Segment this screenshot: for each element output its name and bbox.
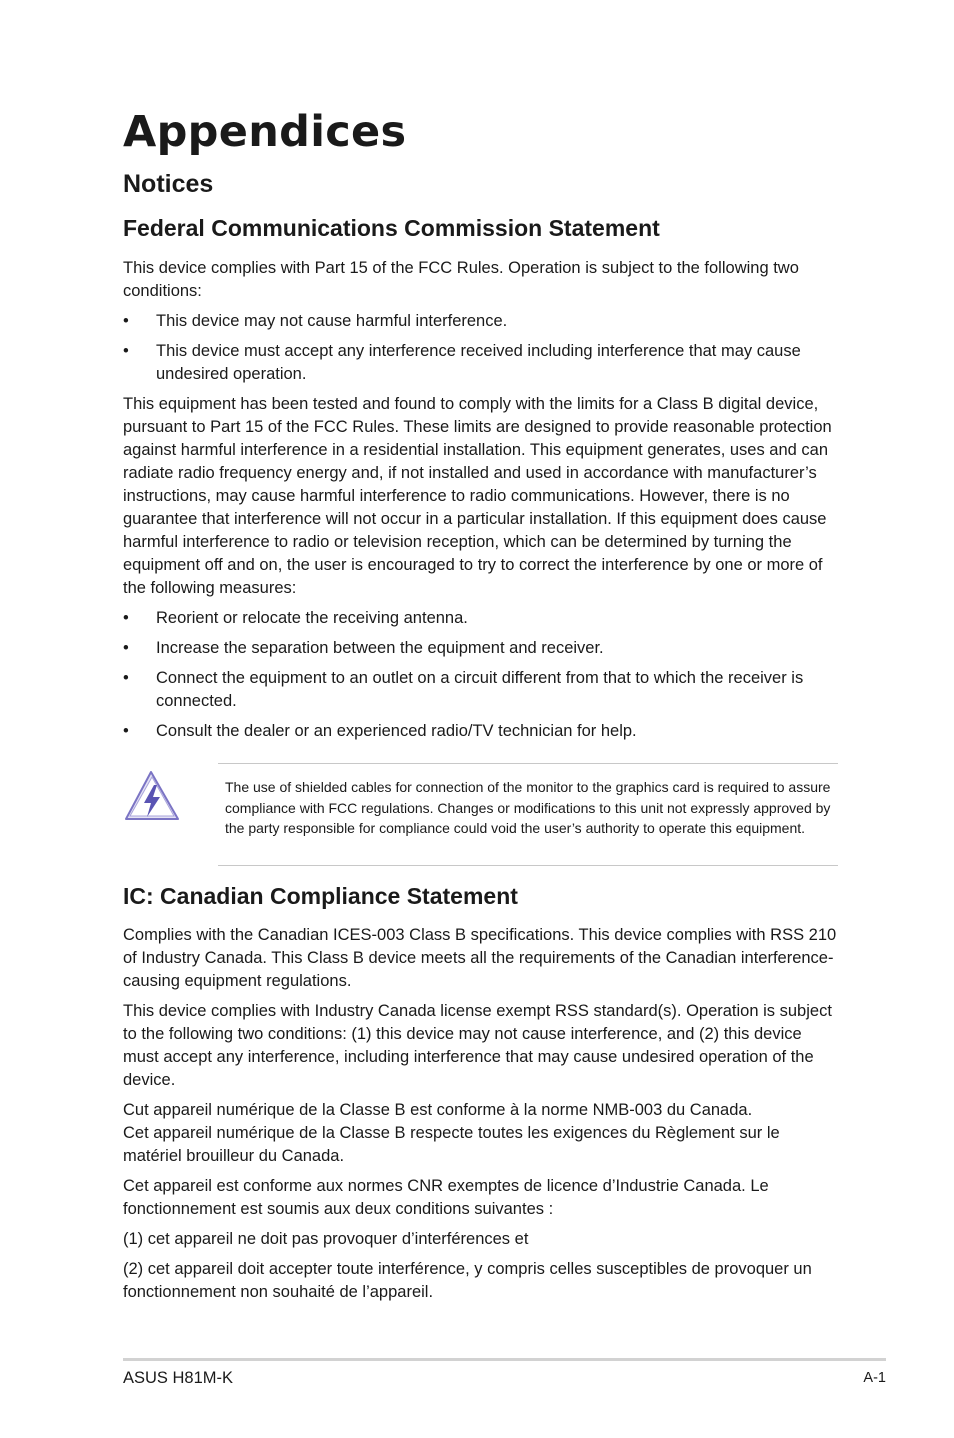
list-item — [123, 637, 838, 660]
bullet: • — [123, 722, 129, 740]
fcc-heading: Federal Communications Commission Statement — [123, 215, 660, 241]
note-text: The use of shielded cables for connection of the monitor to the graphics card is required to assure compliance with FCC regulations. Changes or modifications to this unit not expressly approved by the party responsible for compliance could void the user’s authority to operate this equipment. — [225, 779, 831, 836]
ic-paragraph-3b: Cet appareil numérique de la Classe B respecte toutes les exigences du Règlement sur le matériel brouilleur du Canada. — [123, 1124, 780, 1165]
ic-paragraph-3a: Cut appareil numérique de la Classe B est conforme à la norme NMB-003 du Canada. — [123, 1101, 753, 1119]
list-item — [123, 667, 838, 713]
list-item-text: Increase the separation between the equipment and receiver. — [156, 639, 604, 657]
list-item — [123, 340, 838, 386]
list-item — [123, 310, 838, 333]
warning-triangle-lightning-icon — [123, 768, 181, 826]
note-box — [218, 763, 838, 866]
bullet: • — [123, 639, 129, 657]
ic-paragraph-5: (1) cet appareil ne doit pas provoquer d’interférences et — [123, 1230, 529, 1248]
bullet: • — [123, 312, 129, 330]
ic-paragraph-6: (2) cet appareil doit accepter toute interférence, y compris celles susceptibles de provoquer un fonctionnement non souhaité de l’appareil. — [123, 1260, 812, 1301]
list-item-text: Consult the dealer or an experienced radio/TV technician for help. — [156, 722, 637, 740]
bullet: • — [123, 669, 129, 687]
list-item-text: Reorient or relocate the receiving antenna. — [156, 609, 468, 627]
bullet: • — [123, 609, 129, 627]
list-item — [123, 720, 838, 743]
page-number: A-1 — [863, 1370, 886, 1386]
bullet: • — [123, 342, 129, 360]
ic-heading: IC: Canadian Compliance Statement — [123, 883, 518, 909]
footer-divider — [123, 1358, 886, 1361]
page-title: Appendices — [123, 107, 407, 157]
fcc-intro: This device complies with Part 15 of the FCC Rules. Operation is subject to the following two conditions: — [123, 259, 799, 300]
footer-product: ASUS H81M-K — [123, 1369, 234, 1387]
fcc-paragraph: This equipment has been tested and found to comply with the limits for a Class B digital device, pursuant to Part 15 of the FCC Rules. These limits are designed to provide reasonable protection against harmful interference in a residential installation. This equipment generates, uses and can radiate radio frequency energy and, if not installed and used in accordance with manufacturer’s instructions, may cause harmful interference to radio communications. However, there is no guarantee that interference will not occur in a particular installation. If this equipment does cause harmful interference to radio or television reception, which can be determined by turning the equipment off and on, the user is encouraged to try to correct the interference by one or more of the following measures: — [123, 395, 832, 597]
notices-heading: Notices — [123, 170, 214, 198]
list-item-text: This device must accept any interference received including interference that may cause undesired operation. — [156, 342, 801, 383]
list-item — [123, 607, 838, 630]
list-item-text: This device may not cause harmful interference. — [156, 312, 508, 330]
list-item-text: Connect the equipment to an outlet on a circuit different from that to which the receiver is connected. — [156, 669, 804, 710]
ic-paragraph-1: Complies with the Canadian ICES-003 Class B specifications. This device complies with RSS 210 of Industry Canada. This Class B device meets all the requirements of the Canadian interference-causing equipment regulations. — [123, 926, 837, 990]
ic-paragraph-2: This device complies with Industry Canada license exempt RSS standard(s). Operation is subject to the following two conditions: (1) this device may not cause interference, and (2) this device must accept any interference, including interference that may cause undesired operation of the device. — [123, 1002, 832, 1089]
ic-paragraph-4: Cet appareil est conforme aux normes CNR exemptes de licence d’Industrie Canada. Le fonctionnement est soumis aux deux conditions suivantes : — [123, 1177, 769, 1218]
